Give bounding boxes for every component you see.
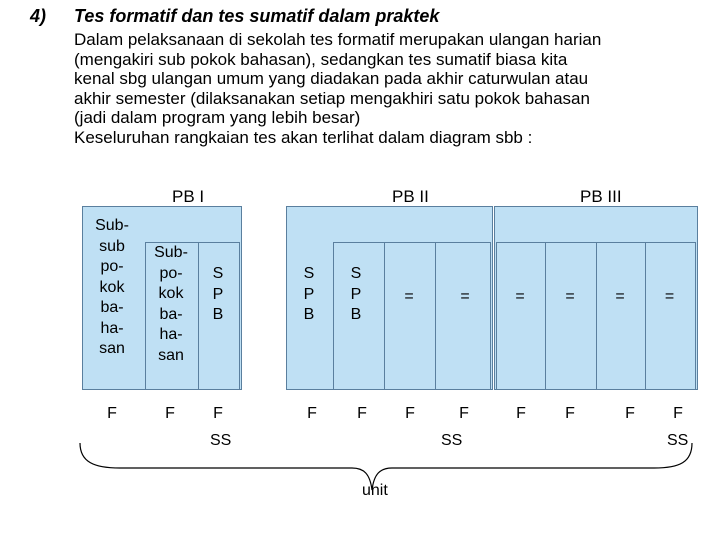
paragraph-line: Keseluruhan rangkaian tes akan terlihat dalam diagram sbb : — [74, 127, 533, 147]
paragraph-line: (jadi dalam program yang lebih besar) — [74, 108, 361, 127]
col-text: kok — [99, 278, 125, 296]
col-text: po- — [159, 264, 183, 282]
ss-label: SS — [441, 432, 463, 449]
col-text: S — [212, 265, 224, 282]
col-text: po- — [100, 258, 124, 275]
pb-label-1: PB I — [172, 187, 205, 206]
f-label: F — [165, 405, 175, 422]
col-text: Sub- — [154, 244, 188, 261]
f-label: F — [357, 405, 367, 422]
col-text: B — [212, 306, 224, 323]
col-text: P — [303, 285, 315, 303]
f-label: F — [625, 405, 635, 422]
f-label: F — [673, 405, 683, 422]
pb2-col-4: = — [460, 288, 470, 305]
col-text: ha- — [100, 319, 124, 337]
paragraph-line: (mengakiri sub pokok bahasan), sedangkan tes sumatif biasa kita — [74, 49, 568, 69]
paragraph-line: akhir semester (dilaksanakan setiap mengakhiri satu pokok bahasan — [74, 88, 590, 108]
section-heading: Tes formatif dan tes sumatif dalam praktek — [74, 6, 440, 26]
col-text: P — [212, 285, 224, 303]
col-text: ba- — [159, 305, 183, 323]
col-text: san — [99, 340, 125, 357]
f-label: F — [565, 405, 575, 422]
col-text: B — [350, 306, 362, 323]
col-text: san — [158, 346, 184, 364]
col-text: Sub- — [95, 217, 129, 234]
f-label: F — [107, 405, 117, 422]
col-text: kok — [158, 285, 184, 302]
col-text: S — [350, 265, 362, 282]
col-text: S — [303, 265, 315, 282]
col-text: ha- — [159, 326, 183, 343]
col-text: sub — [99, 237, 125, 255]
unit-label: unit — [362, 482, 388, 499]
f-label: F — [307, 405, 317, 422]
pb-label-2: PB II — [392, 187, 429, 206]
pb3-mark-4: = — [664, 288, 675, 305]
pb3-mark-3: = — [615, 288, 625, 305]
ss-label: SS — [210, 432, 232, 449]
pb3-mark-1: = — [515, 288, 525, 305]
section-number: 4) — [30, 6, 47, 26]
col-text: ba- — [100, 299, 124, 316]
f-label: F — [405, 405, 415, 422]
f-label: F — [516, 405, 526, 422]
col-text: P — [350, 285, 362, 303]
pb3-mark-2: = — [565, 288, 575, 305]
f-label: F — [459, 405, 469, 422]
pb2-col-3: = — [404, 288, 414, 305]
ss-label: SS — [667, 432, 689, 449]
pb-label-3: PB III — [580, 187, 622, 206]
f-label: F — [213, 405, 223, 422]
paragraph-line: kenal sbg ulangan umum yang diadakan pada akhir caturwulan atau — [74, 69, 589, 88]
paragraph-line: Dalam pelaksanaan di sekolah tes formatif merupakan ulangan harian — [74, 30, 602, 49]
col-text: B — [303, 306, 315, 323]
